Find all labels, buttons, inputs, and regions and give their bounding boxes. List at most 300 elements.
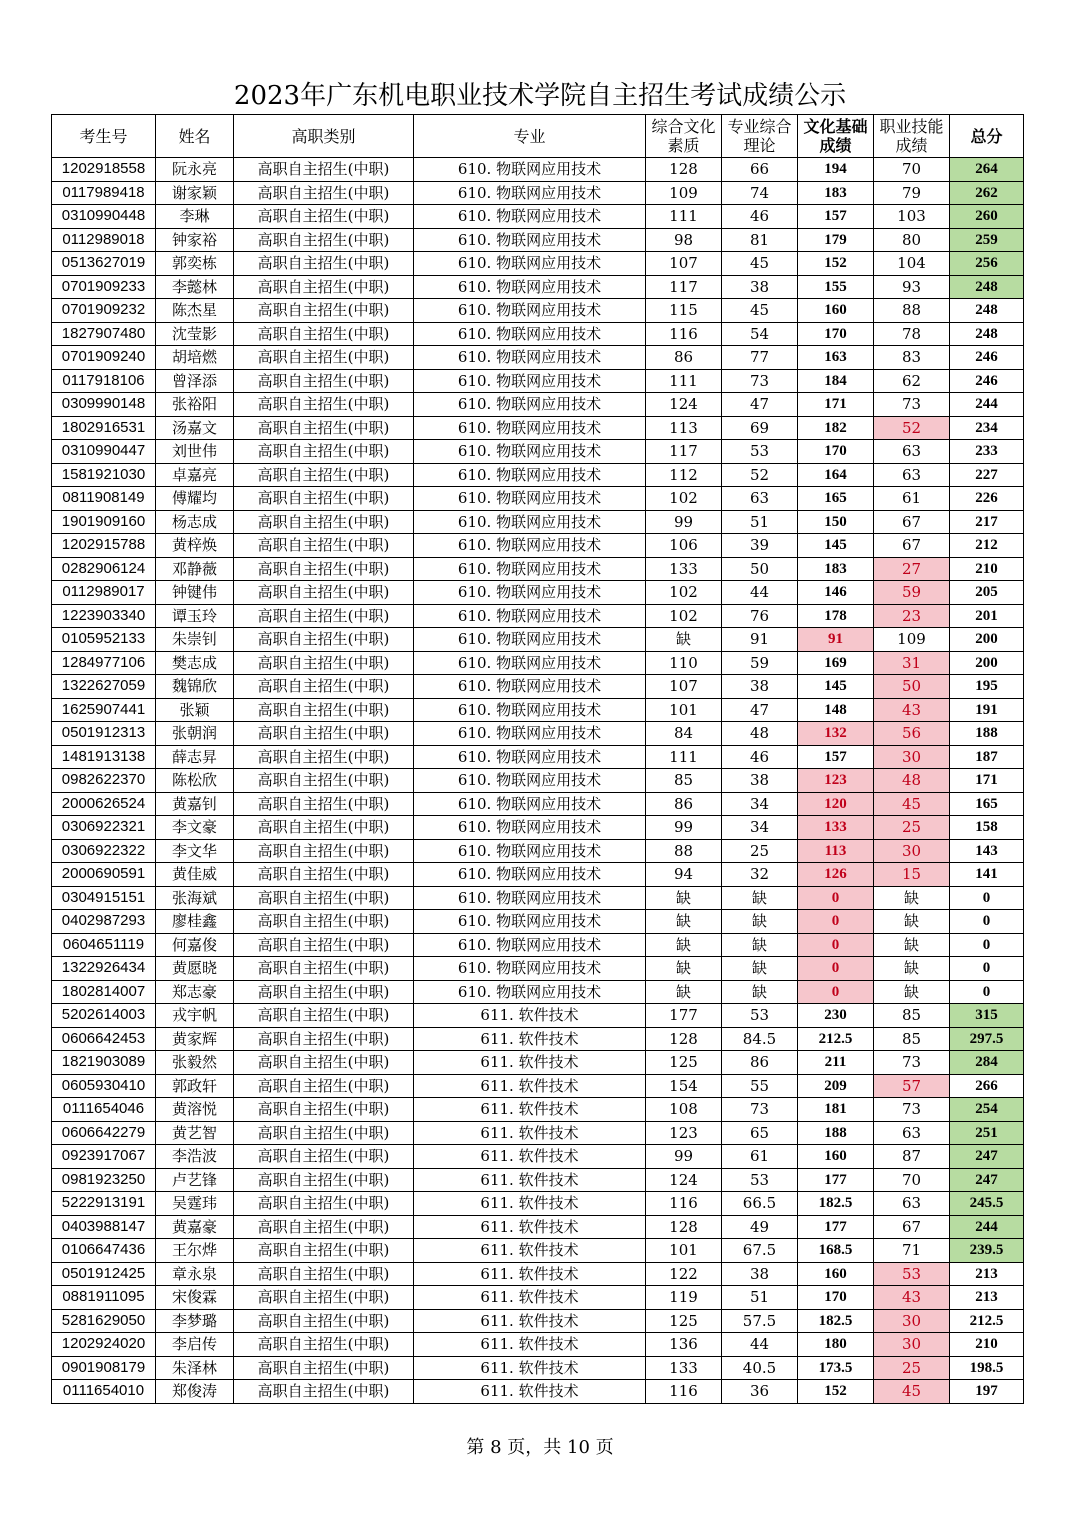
cell-major: 611. 软件技术 — [414, 1004, 646, 1028]
cell-culture-quality: 133 — [646, 557, 722, 581]
cell-student-id: 0310990447 — [52, 440, 156, 464]
cell-culture-base: 0 — [798, 886, 874, 910]
cell-major: 610. 物联网应用技术 — [414, 839, 646, 863]
table-row — [52, 1051, 1024, 1075]
cell-student-id: 0111654046 — [52, 1098, 156, 1122]
cell-skill: 103 — [874, 205, 950, 229]
cell-theory: 47 — [722, 698, 798, 722]
table-row — [52, 1380, 1024, 1404]
cell-theory: 46 — [722, 205, 798, 229]
cell-name: 胡培燃 — [156, 346, 234, 370]
cell-theory: 38 — [722, 1262, 798, 1286]
cell-skill: 59 — [874, 581, 950, 605]
cell-student-id: 1322926434 — [52, 957, 156, 981]
cell-category: 高职自主招生(中职) — [234, 228, 414, 252]
cell-culture-quality: 108 — [646, 1098, 722, 1122]
cell-theory: 38 — [722, 275, 798, 299]
cell-major: 611. 软件技术 — [414, 1262, 646, 1286]
cell-theory: 81 — [722, 228, 798, 252]
cell-culture-quality: 124 — [646, 1168, 722, 1192]
table-row — [52, 1286, 1024, 1310]
cell-name: 钟键伟 — [156, 581, 234, 605]
cell-name: 阮永亮 — [156, 158, 234, 182]
cell-skill: 57 — [874, 1074, 950, 1098]
table-row — [52, 581, 1024, 605]
cell-skill: 67 — [874, 534, 950, 558]
cell-skill: 85 — [874, 1004, 950, 1028]
table-row — [52, 369, 1024, 393]
table-row — [52, 651, 1024, 675]
cell-culture-quality: 99 — [646, 510, 722, 534]
cell-major: 610. 物联网应用技术 — [414, 933, 646, 957]
table-row — [52, 839, 1024, 863]
cell-skill: 88 — [874, 299, 950, 323]
cell-culture-base: 145 — [798, 534, 874, 558]
cell-culture-base: 152 — [798, 252, 874, 276]
cell-skill: 63 — [874, 463, 950, 487]
cell-skill: 71 — [874, 1239, 950, 1263]
cell-theory: 73 — [722, 1098, 798, 1122]
table-row — [52, 1074, 1024, 1098]
cell-theory: 86 — [722, 1051, 798, 1075]
cell-theory: 47 — [722, 393, 798, 417]
cell-major: 611. 软件技术 — [414, 1215, 646, 1239]
cell-category: 高职自主招生(中职) — [234, 181, 414, 205]
cell-category: 高职自主招生(中职) — [234, 534, 414, 558]
cell-name: 郑俊涛 — [156, 1380, 234, 1404]
cell-category: 高职自主招生(中职) — [234, 1192, 414, 1216]
cell-culture-base: 0 — [798, 980, 874, 1004]
table-row — [52, 910, 1024, 934]
cell-student-id: 0701909232 — [52, 299, 156, 323]
cell-student-id: 0811908149 — [52, 487, 156, 511]
cell-total: 197 — [950, 1380, 1024, 1404]
cell-culture-quality: 125 — [646, 1309, 722, 1333]
table-row — [52, 463, 1024, 487]
cell-major: 610. 物联网应用技术 — [414, 158, 646, 182]
cell-culture-quality: 117 — [646, 275, 722, 299]
cell-skill: 45 — [874, 1380, 950, 1404]
cell-culture-quality: 111 — [646, 369, 722, 393]
cell-total: 212 — [950, 534, 1024, 558]
cell-total: 234 — [950, 416, 1024, 440]
cell-culture-quality: 106 — [646, 534, 722, 558]
cell-culture-base: 181 — [798, 1098, 874, 1122]
cell-category: 高职自主招生(中职) — [234, 745, 414, 769]
cell-name: 薛志昇 — [156, 745, 234, 769]
cell-culture-quality: 177 — [646, 1004, 722, 1028]
cell-student-id: 5222913191 — [52, 1192, 156, 1216]
cell-major: 610. 物联网应用技术 — [414, 792, 646, 816]
cell-skill: 62 — [874, 369, 950, 393]
cell-total: 264 — [950, 158, 1024, 182]
cell-category: 高职自主招生(中职) — [234, 1333, 414, 1357]
cell-student-id: 0112989018 — [52, 228, 156, 252]
cell-theory: 32 — [722, 863, 798, 887]
cell-skill: 73 — [874, 1098, 950, 1122]
cell-culture-quality: 102 — [646, 581, 722, 605]
cell-major: 610. 物联网应用技术 — [414, 957, 646, 981]
cell-major: 610. 物联网应用技术 — [414, 557, 646, 581]
cell-skill: 70 — [874, 1168, 950, 1192]
cell-culture-base: 132 — [798, 722, 874, 746]
cell-theory: 69 — [722, 416, 798, 440]
cell-theory: 65 — [722, 1121, 798, 1145]
cell-culture-base: 160 — [798, 299, 874, 323]
cell-category: 高职自主招生(中职) — [234, 651, 414, 675]
cell-major: 611. 软件技术 — [414, 1027, 646, 1051]
cell-culture-quality: 111 — [646, 745, 722, 769]
cell-skill: 93 — [874, 275, 950, 299]
cell-culture-base: 120 — [798, 792, 874, 816]
cell-total: 0 — [950, 957, 1024, 981]
cell-total: 0 — [950, 933, 1024, 957]
cell-culture-quality: 123 — [646, 1121, 722, 1145]
table-row — [52, 440, 1024, 464]
header-theory: 专业综合理论 — [722, 115, 798, 158]
cell-major: 610. 物联网应用技术 — [414, 510, 646, 534]
cell-total: 244 — [950, 393, 1024, 417]
cell-category: 高职自主招生(中职) — [234, 158, 414, 182]
cell-skill: 25 — [874, 816, 950, 840]
cell-skill: 85 — [874, 1027, 950, 1051]
cell-name: 宋俊霖 — [156, 1286, 234, 1310]
cell-total: 0 — [950, 886, 1024, 910]
cell-name: 吴霆玮 — [156, 1192, 234, 1216]
cell-theory: 缺 — [722, 886, 798, 910]
cell-culture-base: 194 — [798, 158, 874, 182]
table-row — [52, 604, 1024, 628]
cell-student-id: 5202614003 — [52, 1004, 156, 1028]
cell-culture-base: 164 — [798, 463, 874, 487]
cell-theory: 38 — [722, 675, 798, 699]
table-row — [52, 722, 1024, 746]
cell-culture-quality: 缺 — [646, 957, 722, 981]
cell-category: 高职自主招生(中职) — [234, 322, 414, 346]
cell-student-id: 0501912425 — [52, 1262, 156, 1286]
cell-theory: 45 — [722, 252, 798, 276]
cell-culture-quality: 122 — [646, 1262, 722, 1286]
cell-name: 李文豪 — [156, 816, 234, 840]
cell-major: 611. 软件技术 — [414, 1051, 646, 1075]
cell-theory: 52 — [722, 463, 798, 487]
cell-total: 217 — [950, 510, 1024, 534]
cell-culture-quality: 99 — [646, 816, 722, 840]
table-row — [52, 1215, 1024, 1239]
cell-name: 黄家辉 — [156, 1027, 234, 1051]
cell-category: 高职自主招生(中职) — [234, 1239, 414, 1263]
cell-theory: 缺 — [722, 980, 798, 1004]
cell-culture-base: 160 — [798, 1262, 874, 1286]
cell-theory: 76 — [722, 604, 798, 628]
cell-name: 张海斌 — [156, 886, 234, 910]
cell-culture-quality: 102 — [646, 604, 722, 628]
cell-culture-quality: 115 — [646, 299, 722, 323]
cell-total: 262 — [950, 181, 1024, 205]
cell-student-id: 0304915151 — [52, 886, 156, 910]
cell-major: 610. 物联网应用技术 — [414, 698, 646, 722]
cell-culture-base: 170 — [798, 440, 874, 464]
cell-total: 213 — [950, 1286, 1024, 1310]
cell-total: 239.5 — [950, 1239, 1024, 1263]
cell-student-id: 1202924020 — [52, 1333, 156, 1357]
cell-theory: 66 — [722, 158, 798, 182]
cell-major: 610. 物联网应用技术 — [414, 604, 646, 628]
cell-total: 0 — [950, 980, 1024, 1004]
cell-skill: 30 — [874, 1309, 950, 1333]
cell-total: 210 — [950, 557, 1024, 581]
cell-total: 315 — [950, 1004, 1024, 1028]
cell-category: 高职自主招生(中职) — [234, 886, 414, 910]
cell-theory: 46 — [722, 745, 798, 769]
cell-student-id: 1802814007 — [52, 980, 156, 1004]
cell-name: 朱泽林 — [156, 1356, 234, 1380]
cell-major: 610. 物联网应用技术 — [414, 863, 646, 887]
table-row — [52, 1356, 1024, 1380]
cell-total: 226 — [950, 487, 1024, 511]
cell-category: 高职自主招生(中职) — [234, 275, 414, 299]
cell-name: 张裕阳 — [156, 393, 234, 417]
cell-culture-quality: 128 — [646, 158, 722, 182]
cell-name: 邓静薇 — [156, 557, 234, 581]
cell-culture-quality: 94 — [646, 863, 722, 887]
cell-culture-quality: 117 — [646, 440, 722, 464]
cell-major: 611. 软件技术 — [414, 1074, 646, 1098]
cell-category: 高职自主招生(中职) — [234, 1356, 414, 1380]
cell-total: 191 — [950, 698, 1024, 722]
cell-major: 611. 软件技术 — [414, 1286, 646, 1310]
cell-theory: 50 — [722, 557, 798, 581]
cell-culture-base: 178 — [798, 604, 874, 628]
cell-student-id: 0605930410 — [52, 1074, 156, 1098]
cell-major: 610. 物联网应用技术 — [414, 769, 646, 793]
cell-theory: 55 — [722, 1074, 798, 1098]
cell-category: 高职自主招生(中职) — [234, 675, 414, 699]
cell-major: 610. 物联网应用技术 — [414, 299, 646, 323]
cell-category: 高职自主招生(中职) — [234, 722, 414, 746]
cell-student-id: 0923917067 — [52, 1145, 156, 1169]
cell-culture-base: 180 — [798, 1333, 874, 1357]
cell-name: 郑志豪 — [156, 980, 234, 1004]
table-row — [52, 322, 1024, 346]
cell-culture-quality: 101 — [646, 1239, 722, 1263]
cell-name: 黄溶悦 — [156, 1098, 234, 1122]
cell-culture-quality: 116 — [646, 322, 722, 346]
cell-total: 245.5 — [950, 1192, 1024, 1216]
cell-total: 143 — [950, 839, 1024, 863]
cell-culture-quality: 124 — [646, 393, 722, 417]
cell-major: 611. 软件技术 — [414, 1239, 646, 1263]
cell-total: 246 — [950, 346, 1024, 370]
cell-theory: 缺 — [722, 933, 798, 957]
cell-name: 黄佳威 — [156, 863, 234, 887]
cell-name: 章永泉 — [156, 1262, 234, 1286]
cell-total: 297.5 — [950, 1027, 1024, 1051]
table-row — [52, 1098, 1024, 1122]
cell-major: 610. 物联网应用技术 — [414, 369, 646, 393]
cell-theory: 44 — [722, 1333, 798, 1357]
cell-theory: 39 — [722, 534, 798, 558]
cell-skill: 73 — [874, 393, 950, 417]
cell-culture-quality: 86 — [646, 792, 722, 816]
cell-category: 高职自主招生(中职) — [234, 910, 414, 934]
cell-student-id: 2000690591 — [52, 863, 156, 887]
cell-culture-base: 177 — [798, 1168, 874, 1192]
cell-name: 朱崇钊 — [156, 628, 234, 652]
cell-major: 610. 物联网应用技术 — [414, 275, 646, 299]
cell-skill: 30 — [874, 1333, 950, 1357]
cell-student-id: 0881911095 — [52, 1286, 156, 1310]
cell-name: 郭政轩 — [156, 1074, 234, 1098]
table-row — [52, 557, 1024, 581]
cell-total: 260 — [950, 205, 1024, 229]
cell-major: 611. 软件技术 — [414, 1333, 646, 1357]
cell-culture-base: 113 — [798, 839, 874, 863]
table-row — [52, 534, 1024, 558]
cell-major: 610. 物联网应用技术 — [414, 534, 646, 558]
cell-student-id: 0310990448 — [52, 205, 156, 229]
cell-total: 0 — [950, 910, 1024, 934]
cell-total: 254 — [950, 1098, 1024, 1122]
cell-culture-base: 183 — [798, 181, 874, 205]
cell-skill: 27 — [874, 557, 950, 581]
header-culture-quality: 综合文化素质 — [646, 115, 722, 158]
cell-name: 陈松欣 — [156, 769, 234, 793]
cell-theory: 67.5 — [722, 1239, 798, 1263]
cell-name: 黄嘉钊 — [156, 792, 234, 816]
cell-culture-base: 157 — [798, 205, 874, 229]
cell-name: 黄梓焕 — [156, 534, 234, 558]
table-row — [52, 863, 1024, 887]
cell-culture-base: 183 — [798, 557, 874, 581]
cell-category: 高职自主招生(中职) — [234, 252, 414, 276]
cell-total: 188 — [950, 722, 1024, 746]
cell-culture-quality: 缺 — [646, 980, 722, 1004]
cell-culture-quality: 128 — [646, 1215, 722, 1239]
cell-theory: 45 — [722, 299, 798, 323]
cell-skill: 53 — [874, 1262, 950, 1286]
cell-name: 黄嘉豪 — [156, 1215, 234, 1239]
cell-total: 247 — [950, 1145, 1024, 1169]
cell-culture-quality: 154 — [646, 1074, 722, 1098]
header-id: 考生号 — [52, 115, 156, 158]
table-row — [52, 393, 1024, 417]
cell-major: 611. 软件技术 — [414, 1192, 646, 1216]
cell-culture-quality: 99 — [646, 1145, 722, 1169]
cell-student-id: 0513627019 — [52, 252, 156, 276]
cell-culture-quality: 116 — [646, 1192, 722, 1216]
cell-culture-base: 160 — [798, 1145, 874, 1169]
cell-skill: 25 — [874, 1356, 950, 1380]
cell-category: 高职自主招生(中职) — [234, 416, 414, 440]
cell-name: 李文华 — [156, 839, 234, 863]
cell-category: 高职自主招生(中职) — [234, 769, 414, 793]
cell-culture-quality: 缺 — [646, 628, 722, 652]
cell-skill: 63 — [874, 440, 950, 464]
cell-category: 高职自主招生(中职) — [234, 1168, 414, 1192]
cell-culture-quality: 107 — [646, 252, 722, 276]
cell-student-id: 1827907480 — [52, 322, 156, 346]
cell-theory: 54 — [722, 322, 798, 346]
table-row — [52, 816, 1024, 840]
cell-culture-quality: 85 — [646, 769, 722, 793]
cell-category: 高职自主招生(中职) — [234, 1098, 414, 1122]
cell-skill: 缺 — [874, 933, 950, 957]
cell-skill: 30 — [874, 745, 950, 769]
cell-category: 高职自主招生(中职) — [234, 1262, 414, 1286]
cell-culture-quality: 133 — [646, 1356, 722, 1380]
cell-category: 高职自主招生(中职) — [234, 957, 414, 981]
cell-student-id: 1223903340 — [52, 604, 156, 628]
cell-culture-base: 155 — [798, 275, 874, 299]
table-row — [52, 792, 1024, 816]
cell-student-id: 0306922322 — [52, 839, 156, 863]
table-row — [52, 980, 1024, 1004]
table-row — [52, 487, 1024, 511]
cell-category: 高职自主招生(中职) — [234, 1051, 414, 1075]
cell-skill: 缺 — [874, 957, 950, 981]
cell-student-id: 1322627059 — [52, 675, 156, 699]
cell-major: 610. 物联网应用技术 — [414, 463, 646, 487]
cell-culture-base: 182.5 — [798, 1309, 874, 1333]
cell-theory: 38 — [722, 769, 798, 793]
cell-theory: 缺 — [722, 957, 798, 981]
cell-culture-quality: 116 — [646, 1380, 722, 1404]
cell-skill: 15 — [874, 863, 950, 887]
header-culture-base: 文化基础成绩 — [798, 115, 874, 158]
cell-culture-base: 179 — [798, 228, 874, 252]
cell-name: 沈莹影 — [156, 322, 234, 346]
table-row — [52, 1333, 1024, 1357]
table-row — [52, 745, 1024, 769]
cell-theory: 34 — [722, 816, 798, 840]
cell-student-id: 0606642453 — [52, 1027, 156, 1051]
cell-theory: 73 — [722, 369, 798, 393]
cell-name: 李浩波 — [156, 1145, 234, 1169]
cell-category: 高职自主招生(中职) — [234, 1121, 414, 1145]
cell-major: 610. 物联网应用技术 — [414, 816, 646, 840]
cell-skill: 80 — [874, 228, 950, 252]
cell-student-id: 1481913138 — [52, 745, 156, 769]
cell-culture-quality: 128 — [646, 1027, 722, 1051]
cell-category: 高职自主招生(中职) — [234, 1309, 414, 1333]
cell-culture-base: 184 — [798, 369, 874, 393]
cell-major: 611. 软件技术 — [414, 1145, 646, 1169]
cell-culture-base: 0 — [798, 910, 874, 934]
cell-culture-base: 230 — [798, 1004, 874, 1028]
cell-category: 高职自主招生(中职) — [234, 839, 414, 863]
cell-culture-base: 126 — [798, 863, 874, 887]
cell-total: 141 — [950, 863, 1024, 887]
cell-category: 高职自主招生(中职) — [234, 1145, 414, 1169]
cell-major: 610. 物联网应用技术 — [414, 393, 646, 417]
cell-total: 227 — [950, 463, 1024, 487]
cell-culture-quality: 119 — [646, 1286, 722, 1310]
cell-category: 高职自主招生(中职) — [234, 1215, 414, 1239]
cell-skill: 31 — [874, 651, 950, 675]
cell-skill: 50 — [874, 675, 950, 699]
cell-student-id: 0117918106 — [52, 369, 156, 393]
cell-name: 廖桂鑫 — [156, 910, 234, 934]
cell-culture-base: 145 — [798, 675, 874, 699]
cell-student-id: 0106647436 — [52, 1239, 156, 1263]
cell-student-id: 0701909233 — [52, 275, 156, 299]
cell-name: 戎宇帆 — [156, 1004, 234, 1028]
cell-major: 610. 物联网应用技术 — [414, 886, 646, 910]
cell-name: 谭玉玲 — [156, 604, 234, 628]
cell-theory: 63 — [722, 487, 798, 511]
header-total: 总分 — [950, 115, 1024, 158]
